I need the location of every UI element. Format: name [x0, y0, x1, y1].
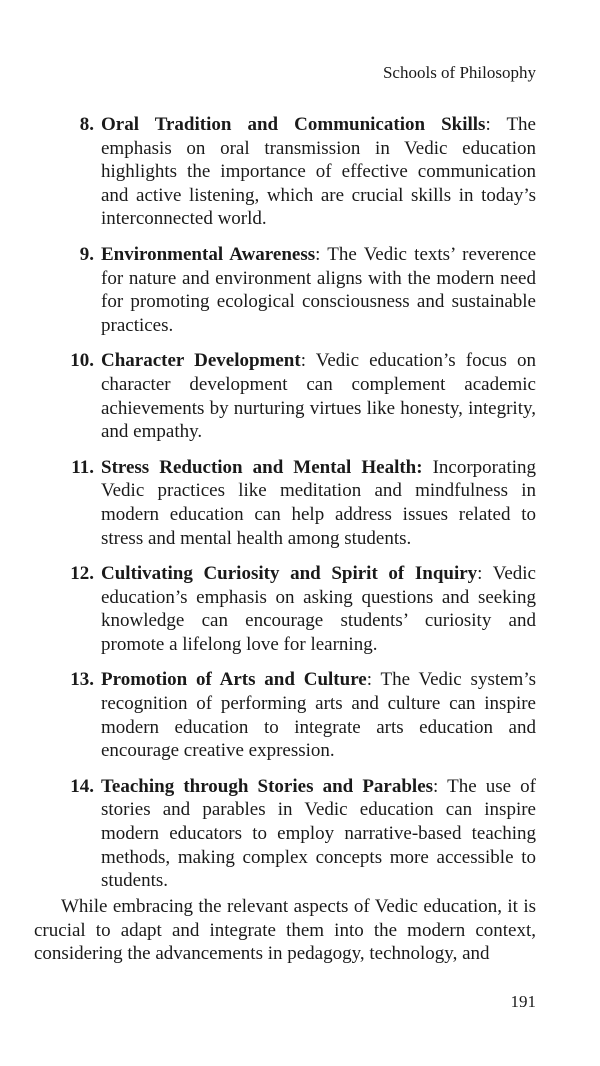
page-number: 191 — [510, 992, 536, 1011]
list-item — [0, 775, 600, 893]
item-text: : The use of stories and parables in Vedic education can inspire modern educators to employ narrative-based teaching methods, making complex concepts more accessible to students. — [101, 775, 536, 892]
list-item — [0, 562, 600, 656]
item-term: Character Development — [101, 350, 301, 372]
item-term: Stress Reduction and Mental Health: — [101, 456, 423, 478]
item-term: Teaching through Stories and Parables — [101, 775, 434, 797]
item-number: 10. — [70, 350, 94, 372]
list-item — [0, 668, 600, 762]
item-number: 14. — [70, 775, 94, 797]
item-text: Incorporating Vedic practices like meditation and mindfulness in modern education can help address issues related to stress and mental health among students. — [101, 456, 537, 549]
numbered-list — [0, 113, 600, 905]
item-text: : Vedic education’s focus on character development can complement academic achievements by nurturing virtues like honesty, integrity, and empathy. — [101, 350, 536, 443]
list-item — [0, 349, 600, 443]
list-item — [0, 456, 600, 550]
list-item — [0, 113, 600, 231]
item-text: : The Vedic texts’ reverence for nature and environment aligns with the modern need for promoting ecological consciousness and sustainable practices. — [101, 243, 537, 336]
item-text: : Vedic education’s emphasis on asking questions and seeking knowledge can encourage students’ curiosity and promote a lifelong love for learning. — [101, 563, 536, 655]
item-text: : The emphasis on oral transmission in Vedic education highlights the importance of effective communication and active listening, which are crucial skills in today’s interconnected world. — [101, 114, 536, 230]
item-term: Environmental Awareness — [101, 243, 316, 265]
item-term: Oral Tradition and Communication Skills — [101, 114, 486, 135]
item-number: 11. — [71, 456, 94, 478]
closing-paragraph: While embracing the relevant aspects of Vedic education, it is crucial to adapt and integrate them into the modern context, considering the advancements in pedagogy, technology, and — [34, 896, 536, 965]
item-term: Cultivating Curiosity and Spirit of Inquiry — [101, 563, 478, 585]
item-number: 12. — [70, 563, 94, 585]
item-number: 8. — [79, 114, 94, 135]
list-item — [0, 243, 600, 337]
running-header: Schools of Philosophy — [382, 63, 536, 82]
item-number: 13. — [70, 669, 94, 691]
item-number: 9. — [79, 243, 94, 265]
item-term: Promotion of Arts and Culture — [101, 669, 367, 691]
item-text: : The Vedic system’s recognition of performing arts and culture can inspire modern education to integrate arts education and encourage creative expression. — [101, 669, 536, 762]
